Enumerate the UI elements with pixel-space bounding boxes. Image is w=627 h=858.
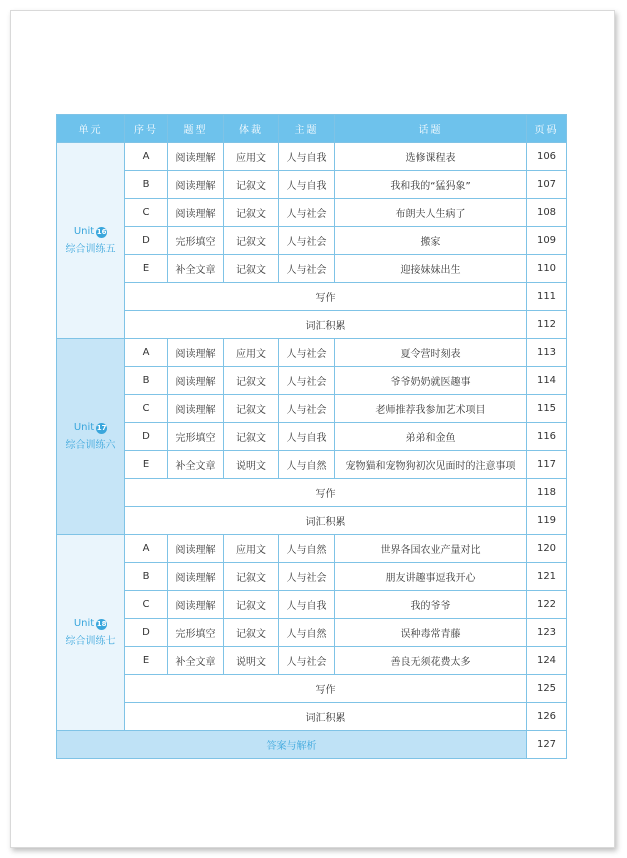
type-cell: 完形填空 — [168, 423, 224, 451]
page-cell: 117 — [527, 451, 567, 479]
theme-cell: 人与社会 — [279, 647, 335, 675]
unit-title: 综合训练五 — [65, 243, 116, 255]
topic-cell: 我的爷爷 — [335, 591, 527, 619]
unit-number-badge: 18 — [96, 619, 107, 628]
topic-cell: 布朗夫人生病了 — [335, 199, 527, 227]
topic-cell: 朋友讲趣事逗我开心 — [335, 563, 527, 591]
page-cell: 118 — [527, 479, 567, 507]
table-header-row — [57, 115, 567, 143]
genre-cell: 记叙文 — [224, 423, 279, 451]
page-cell: 122 — [527, 591, 567, 619]
genre-cell: 记叙文 — [224, 199, 279, 227]
table-of-contents — [56, 114, 567, 759]
topic-cell: 老师推荐我参加艺术项目 — [335, 395, 527, 423]
genre-cell: 记叙文 — [224, 563, 279, 591]
table-row — [57, 563, 567, 591]
unit-title: 综合训练六 — [65, 439, 116, 451]
writing-label: 写作 — [125, 675, 527, 703]
seq-cell: C — [125, 591, 168, 619]
page-cell: 124 — [527, 647, 567, 675]
header-seq: 序号 — [125, 115, 168, 143]
theme-cell: 人与自然 — [279, 535, 335, 563]
genre-cell: 记叙文 — [224, 619, 279, 647]
type-cell: 完形填空 — [168, 227, 224, 255]
genre-cell: 说明文 — [224, 647, 279, 675]
page-cell: 109 — [527, 227, 567, 255]
seq-cell: E — [125, 647, 168, 675]
unit-cell — [57, 339, 125, 535]
unit-number-badge: 16 — [96, 227, 107, 236]
seq-cell: A — [125, 535, 168, 563]
topic-cell: 世界各国农业产量对比 — [335, 535, 527, 563]
theme-cell: 人与自我 — [279, 423, 335, 451]
type-cell: 阅读理解 — [168, 395, 224, 423]
page-cell: 119 — [527, 507, 567, 535]
seq-cell: C — [125, 395, 168, 423]
theme-cell: 人与社会 — [279, 395, 335, 423]
unit-title: 综合训练七 — [65, 635, 116, 647]
seq-cell: D — [125, 619, 168, 647]
table-row — [57, 199, 567, 227]
answers-label: 答案与解析 — [57, 731, 527, 759]
vocab-row — [57, 311, 567, 339]
type-cell: 阅读理解 — [168, 535, 224, 563]
type-cell: 完形填空 — [168, 619, 224, 647]
seq-cell: B — [125, 367, 168, 395]
writing-label: 写作 — [125, 479, 527, 507]
unit-label: Unit — [73, 421, 95, 433]
theme-cell: 人与社会 — [279, 199, 335, 227]
page-cell: 114 — [527, 367, 567, 395]
header-topic: 话题 — [335, 115, 527, 143]
unit-cell — [57, 535, 125, 731]
page-cell: 123 — [527, 619, 567, 647]
page-cell: 126 — [527, 703, 567, 731]
writing-label: 写作 — [125, 283, 527, 311]
theme-cell: 人与社会 — [279, 339, 335, 367]
type-cell: 阅读理解 — [168, 171, 224, 199]
table-row — [57, 647, 567, 675]
page-cell: 116 — [527, 423, 567, 451]
type-cell: 阅读理解 — [168, 143, 224, 171]
topic-cell: 我和我的“猛犸象” — [335, 171, 527, 199]
writing-row — [57, 479, 567, 507]
page-cell: 121 — [527, 563, 567, 591]
theme-cell: 人与自我 — [279, 171, 335, 199]
writing-row — [57, 675, 567, 703]
type-cell: 阅读理解 — [168, 563, 224, 591]
theme-cell: 人与社会 — [279, 255, 335, 283]
writing-row — [57, 283, 567, 311]
theme-cell: 人与自我 — [279, 591, 335, 619]
page-cell: 108 — [527, 199, 567, 227]
type-cell: 补全文章 — [168, 451, 224, 479]
seq-cell: A — [125, 339, 168, 367]
type-cell: 补全文章 — [168, 647, 224, 675]
header-theme: 主题 — [279, 115, 335, 143]
page-cell: 120 — [527, 535, 567, 563]
page-cell: 112 — [527, 311, 567, 339]
genre-cell: 记叙文 — [224, 367, 279, 395]
unit-cell — [57, 143, 125, 339]
topic-cell: 夏令营时刻表 — [335, 339, 527, 367]
type-cell: 补全文章 — [168, 255, 224, 283]
header-unit: 单元 — [57, 115, 125, 143]
seq-cell: B — [125, 563, 168, 591]
page-cell: 125 — [527, 675, 567, 703]
theme-cell: 人与社会 — [279, 563, 335, 591]
genre-cell: 记叙文 — [224, 171, 279, 199]
genre-cell: 应用文 — [224, 339, 279, 367]
vocab-label: 词汇积累 — [125, 703, 527, 731]
type-cell: 阅读理解 — [168, 339, 224, 367]
genre-cell: 记叙文 — [224, 395, 279, 423]
unit-label: Unit — [73, 617, 95, 629]
topic-cell: 宠物猫和宠物狗初次见面时的注意事项 — [335, 451, 527, 479]
genre-cell: 记叙文 — [224, 227, 279, 255]
theme-cell: 人与社会 — [279, 367, 335, 395]
genre-cell: 记叙文 — [224, 591, 279, 619]
topic-cell: 迎接妹妹出生 — [335, 255, 527, 283]
genre-cell: 记叙文 — [224, 255, 279, 283]
seq-cell: A — [125, 143, 168, 171]
table-row — [57, 227, 567, 255]
table-row — [57, 591, 567, 619]
vocab-row — [57, 507, 567, 535]
genre-cell: 应用文 — [224, 143, 279, 171]
theme-cell: 人与社会 — [279, 227, 335, 255]
topic-cell: 善良无须花费太多 — [335, 647, 527, 675]
vocab-row — [57, 703, 567, 731]
header-page: 页码 — [527, 115, 567, 143]
type-cell: 阅读理解 — [168, 591, 224, 619]
answers-row — [57, 731, 567, 759]
page-cell: 113 — [527, 339, 567, 367]
header-genre: 体裁 — [224, 115, 279, 143]
topic-cell: 选修课程表 — [335, 143, 527, 171]
theme-cell: 人与自我 — [279, 143, 335, 171]
page-cell: 106 — [527, 143, 567, 171]
unit-number-badge: 17 — [96, 423, 107, 432]
theme-cell: 人与自然 — [279, 451, 335, 479]
page-cell: 110 — [527, 255, 567, 283]
page-cell: 111 — [527, 283, 567, 311]
seq-cell: E — [125, 451, 168, 479]
genre-cell: 应用文 — [224, 535, 279, 563]
table-row — [57, 535, 567, 563]
table-row — [57, 395, 567, 423]
theme-cell: 人与自然 — [279, 619, 335, 647]
page-cell: 107 — [527, 171, 567, 199]
page-cell: 115 — [527, 395, 567, 423]
vocab-label: 词汇积累 — [125, 311, 527, 339]
table-row — [57, 367, 567, 395]
topic-cell: 爷爷奶奶就医趣事 — [335, 367, 527, 395]
vocab-label: 词汇积累 — [125, 507, 527, 535]
seq-cell: D — [125, 423, 168, 451]
table-row — [57, 255, 567, 283]
genre-cell: 说明文 — [224, 451, 279, 479]
topic-cell: 搬家 — [335, 227, 527, 255]
table-row — [57, 619, 567, 647]
seq-cell: B — [125, 171, 168, 199]
table-row — [57, 423, 567, 451]
table-row — [57, 339, 567, 367]
table-row — [57, 451, 567, 479]
type-cell: 阅读理解 — [168, 367, 224, 395]
header-type: 题型 — [168, 115, 224, 143]
topic-cell: 弟弟和金鱼 — [335, 423, 527, 451]
table-row — [57, 171, 567, 199]
seq-cell: D — [125, 227, 168, 255]
type-cell: 阅读理解 — [168, 199, 224, 227]
unit-label: Unit — [73, 225, 95, 237]
table-row — [57, 143, 567, 171]
topic-cell: 误种毒常青藤 — [335, 619, 527, 647]
seq-cell: E — [125, 255, 168, 283]
seq-cell: C — [125, 199, 168, 227]
page-cell: 127 — [527, 731, 567, 759]
